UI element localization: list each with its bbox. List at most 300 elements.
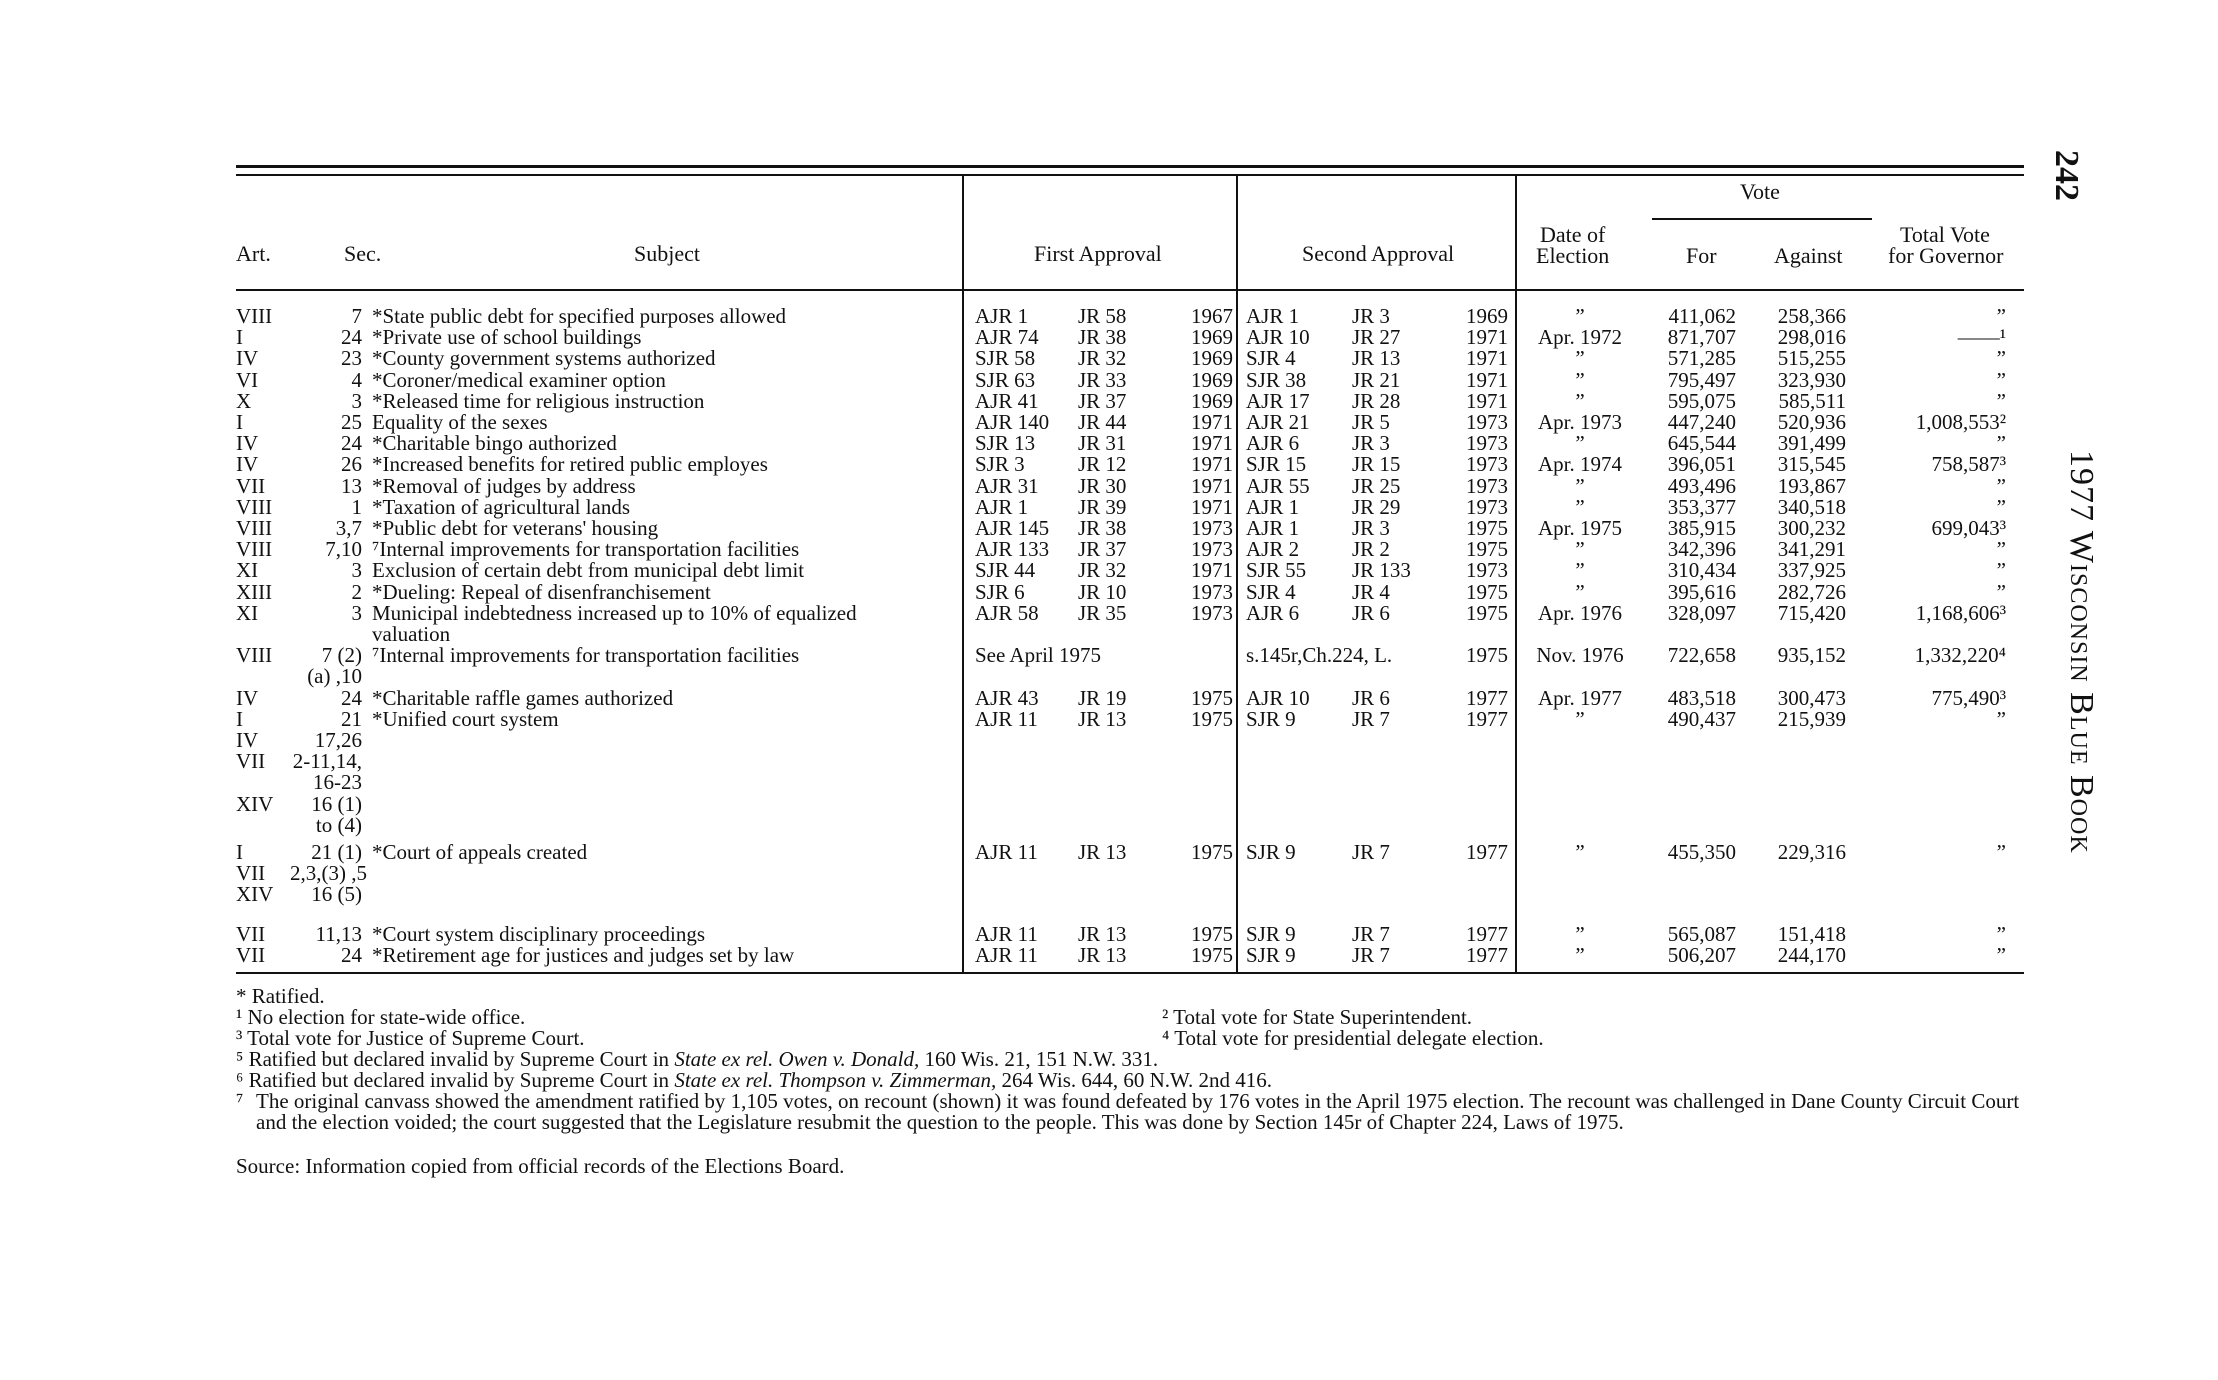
table-row (0, 327, 2218, 348)
cell-subject: *Court of appeals created (372, 840, 588, 864)
cell-first-bill: AJR 145 (975, 516, 1050, 540)
page-number: 242 (2048, 150, 2085, 201)
cell-second-jr: JR 29 (1352, 494, 1401, 519)
cell-against: 229,316 (1777, 840, 1846, 864)
cell-first-year: 1975 (1191, 685, 1233, 710)
table-row (0, 645, 2218, 666)
cell-second-jr: JR 5 (1352, 410, 1390, 434)
cell-for: 565,087 (1667, 921, 1736, 946)
cell-sec: 1 (351, 494, 362, 519)
cell-second-bill: AJR 17 (1246, 388, 1310, 413)
cell-first-jr: JR 13 (1078, 840, 1127, 864)
cell-art: VIII (236, 516, 273, 540)
cell-subject: ⁷Internal improvements for transportation facilities (372, 537, 800, 562)
cell-sec: 24 (341, 431, 362, 456)
cell-second-bill: AJR 6 (1246, 600, 1300, 625)
cell-first-year: 1973 (1191, 537, 1233, 562)
cell-governor: ” (1996, 304, 2006, 328)
cell-second-year: 1973 (1466, 410, 1508, 434)
cell-for: 795,497 (1667, 367, 1736, 392)
cell-first-year: 1969 (1191, 346, 1233, 371)
cell-sec: 2 (351, 579, 362, 604)
cell-date: Apr. 1972 (1538, 325, 1622, 350)
cell-subject: *Private use of school buildings (372, 325, 642, 350)
cell-sec: 3 (351, 600, 362, 625)
cell-first-year: 1973 (1191, 579, 1233, 604)
table-top-rule-2 (236, 174, 2024, 176)
cell-second-year: 1973 (1466, 473, 1508, 498)
footnote-5-prefix: ⁵ Ratified but declared invalid by Supreme Court in (236, 1047, 675, 1071)
cell-governor: 1,008,553² (1915, 410, 2006, 434)
cell-subject: Exclusion of certain debt from municipal debt limit (372, 558, 805, 583)
cell-second-jr: JR 7 (1352, 840, 1390, 864)
cell-against: 151,418 (1777, 921, 1846, 946)
cell-for: 493,496 (1667, 473, 1736, 498)
footnote-6 (236, 1070, 1272, 1091)
cell-for: 328,097 (1667, 600, 1736, 625)
table-row (0, 579, 2218, 604)
cell-governor: 699,043³ (1931, 516, 2006, 540)
cell-art: IV (236, 431, 259, 456)
cell-second-year: 1973 (1466, 494, 1508, 519)
cell-date: Apr. 1977 (1538, 685, 1622, 710)
cell-sec: 7,10 (325, 537, 362, 562)
cell-against: 215,939 (1777, 706, 1846, 731)
cell-date: ” (1575, 706, 1585, 731)
cell-second-year: 1977 (1466, 942, 1508, 967)
cell-first-jr: JR 58 (1078, 304, 1127, 328)
cell-first-jr: JR 31 (1078, 431, 1127, 456)
cell-art: VIII (236, 494, 273, 519)
cell-first-bill: SJR 13 (975, 431, 1036, 456)
header-second-approval: Second Approval (1302, 241, 1455, 266)
cell-governor: ” (1996, 346, 2006, 371)
cell-first-jr: JR 33 (1078, 367, 1127, 392)
cell-for: 722,658 (1667, 643, 1736, 668)
cell-second-bill: SJR 9 (1246, 706, 1296, 731)
cell-art: VI (236, 367, 259, 392)
table-row (0, 863, 2218, 884)
cell-sec: 24 (341, 942, 362, 967)
cell-sec: 3 (351, 558, 362, 583)
cell-date: ” (1575, 494, 1585, 519)
cell-for: 871,707 (1667, 325, 1736, 350)
cell-first-jr: JR 13 (1078, 942, 1127, 967)
header-date-of: Date of (1540, 222, 1606, 247)
cell-art: I (236, 840, 243, 864)
table-top-rule-1 (236, 165, 2024, 168)
cell-sec: (a) ,10 (307, 664, 362, 689)
header-subject: Subject (634, 241, 700, 266)
cell-first-jr: JR 38 (1078, 325, 1127, 350)
cell-second-year: 1975 (1466, 579, 1508, 604)
cell-against: 298,016 (1777, 325, 1846, 350)
cell-against: 520,936 (1777, 410, 1846, 434)
cell-first-jr: JR 13 (1078, 706, 1127, 731)
cell-for: 411,062 (1668, 304, 1736, 328)
cell-first-bill: AJR 11 (975, 942, 1038, 967)
footnote-6-case: State ex rel. Thompson v. Zimmerman, (674, 1068, 997, 1092)
cell-second-year: 1971 (1466, 325, 1508, 350)
cell-date: ” (1575, 304, 1585, 328)
cell-for: 595,075 (1667, 388, 1736, 413)
table-row (0, 494, 2218, 519)
cell-against: 193,867 (1777, 473, 1846, 498)
cell-first-year: 1971 (1191, 558, 1233, 583)
cell-art: IV (236, 685, 259, 710)
cell-subject: *Removal of judges by address (372, 473, 636, 498)
cell-first-year: 1969 (1191, 388, 1233, 413)
cell-first-bill: SJR 58 (975, 346, 1036, 371)
cell-first-jr: JR 44 (1078, 410, 1127, 434)
cell-first-bill: SJR 6 (975, 579, 1025, 604)
cell-date: ” (1575, 558, 1585, 583)
cell-against: 282,726 (1777, 579, 1846, 604)
cell-subject: *Taxation of agricultural lands (372, 494, 631, 519)
cell-art: I (236, 410, 243, 434)
cell-first-bill: AJR 1 (975, 494, 1029, 519)
cell-against: 341,291 (1777, 537, 1846, 562)
header-for-governor: for Governor (1888, 243, 2004, 268)
cell-art: VII (236, 921, 266, 946)
cell-sec: to (4) (315, 812, 362, 837)
cell-date: Apr. 1974 (1538, 452, 1622, 477)
table-row (0, 348, 2218, 369)
cell-first-jr: JR 32 (1078, 346, 1127, 371)
cell-second-bill: SJR 9 (1246, 840, 1296, 864)
cell-for: 342,396 (1667, 537, 1736, 562)
cell-first-bill: AJR 11 (975, 706, 1038, 731)
cell-sec: 4 (351, 367, 362, 392)
cell-date: ” (1575, 579, 1585, 604)
cell-second-bill: SJR 4 (1246, 346, 1296, 371)
cell-second-year: 1977 (1466, 921, 1508, 946)
cell-second-year: 1975 (1466, 600, 1508, 625)
cell-first-bill: AJR 31 (975, 473, 1039, 498)
table-row (0, 685, 2218, 710)
cell-subject: *Retirement age for justices and judges set by law (372, 942, 795, 967)
cell-first-year: 1971 (1191, 473, 1233, 498)
cell-art: I (236, 325, 243, 350)
footnote-ratified: * Ratified. (236, 984, 325, 1008)
cell-second-bill: SJR 9 (1246, 921, 1296, 946)
cell-sec: 21 (341, 706, 362, 731)
cell-date: ” (1575, 431, 1585, 456)
cell-art: I (236, 706, 243, 731)
cell-sec: 23 (341, 346, 362, 371)
cell-subject: *Released time for religious instruction (372, 388, 705, 413)
cell-second-bill: SJR 4 (1246, 579, 1296, 604)
cell-second-year: 1973 (1466, 452, 1508, 477)
cell-date: ” (1575, 537, 1585, 562)
cell-against: 244,170 (1777, 942, 1846, 967)
footnote-7-mark: ⁷ (236, 1089, 244, 1113)
cell-subject: *Charitable raffle games authorized (372, 685, 674, 710)
cell-first-year: 1967 (1191, 304, 1233, 328)
cell-second-jr: JR 4 (1352, 579, 1390, 604)
cell-subject: *Dueling: Repeal of disenfranchisement (372, 579, 711, 604)
table-row (0, 812, 2218, 837)
cell-second-jr: JR 13 (1352, 346, 1401, 371)
cell-date: Apr. 1976 (1538, 600, 1622, 625)
table-row (0, 772, 2218, 793)
table-row (0, 751, 2218, 772)
cell-governor: ” (1996, 840, 2006, 864)
cell-against: 340,518 (1777, 494, 1846, 519)
cell-second-year: 1975 (1466, 537, 1508, 562)
cell-second-bill: AJR 1 (1246, 494, 1300, 519)
cell-sec: 24 (341, 685, 362, 710)
cell-sec: 13 (341, 473, 362, 498)
cell-first-jr: JR 10 (1078, 579, 1127, 604)
cell-second-jr: JR 133 (1352, 558, 1411, 583)
cell-governor: ——¹ (1957, 325, 2006, 350)
cell-date: Apr. 1973 (1538, 410, 1622, 434)
cell-second-bill: s.145r,Ch.224, L. (1246, 643, 1393, 668)
cell-art: X (236, 388, 252, 413)
cell-second-jr: JR 3 (1352, 431, 1390, 456)
header-against: Against (1774, 243, 1843, 268)
cell-against: 315,545 (1777, 452, 1846, 477)
cell-sec: 16-23 (313, 770, 362, 795)
cell-sec: 21 (1) (311, 840, 362, 864)
cell-for: 396,051 (1667, 452, 1736, 477)
cell-art: IV (236, 346, 259, 371)
cell-for: 385,915 (1667, 516, 1736, 540)
cell-first-bill: AJR 11 (975, 840, 1038, 864)
header-first-approval: First Approval (1034, 241, 1162, 266)
table-row (0, 791, 2218, 816)
cell-art: VIII (236, 643, 273, 668)
header-art: Art. (236, 241, 271, 266)
cell-governor: ” (1996, 706, 2006, 731)
cell-date: Apr. 1975 (1538, 516, 1622, 540)
cell-first-bill: AJR 43 (975, 685, 1039, 710)
cell-subject: *County government systems authorized (372, 346, 716, 371)
table-bottom-rule (236, 972, 2024, 974)
footnote-3: ³ Total vote for Justice of Supreme Court. (236, 1026, 585, 1050)
cell-for: 455,350 (1667, 840, 1736, 864)
cell-sec: 11,13 (315, 921, 362, 946)
cell-first-year: 1973 (1191, 600, 1233, 625)
cell-first-year: 1975 (1191, 706, 1233, 731)
cell-date: ” (1575, 388, 1585, 413)
cell-first-bill: SJR 63 (975, 367, 1036, 392)
cell-against: 391,499 (1777, 431, 1846, 456)
cell-first-bill: SJR 44 (975, 558, 1036, 583)
table-row (0, 921, 2218, 946)
cell-governor: 758,587³ (1931, 452, 2006, 477)
cell-date: ” (1575, 942, 1585, 967)
cell-governor: ” (1996, 558, 2006, 583)
cell-sec: 2,3,(3) ,5 (290, 861, 367, 886)
cell-second-jr: JR 7 (1352, 921, 1390, 946)
cell-sec: 26 (341, 452, 362, 477)
cell-governor: ” (1996, 473, 2006, 498)
cell-governor: 775,490³ (1931, 685, 2006, 710)
header-for: For (1686, 243, 1717, 268)
cell-sec: 3,7 (335, 516, 362, 540)
cell-second-bill: AJR 6 (1246, 431, 1300, 456)
cell-for: 353,377 (1667, 494, 1736, 519)
cell-subject: *Public debt for veterans' housing (372, 516, 659, 540)
cell-for: 483,518 (1667, 685, 1736, 710)
cell-first-jr: JR 30 (1078, 473, 1127, 498)
cell-second-jr: JR 7 (1352, 942, 1390, 967)
cell-second-year: 1977 (1466, 706, 1508, 731)
cell-second-bill: SJR 9 (1246, 942, 1296, 967)
table-row (0, 412, 2218, 433)
cell-date: ” (1575, 367, 1585, 392)
cell-first-year: 1971 (1191, 452, 1233, 477)
header-bottom-rule (236, 289, 2024, 291)
cell-governor: 1,168,606³ (1915, 600, 2006, 625)
cell-second-year: 1975 (1466, 516, 1508, 540)
cell-sec: 16 (5) (311, 882, 362, 907)
table-row (0, 388, 2218, 413)
cell-for: 490,437 (1667, 706, 1736, 731)
cell-first-bill: AJR 58 (975, 600, 1039, 625)
cell-first-year: 1975 (1191, 942, 1233, 967)
cell-first-jr: JR 32 (1078, 558, 1127, 583)
cell-second-year: 1977 (1466, 685, 1508, 710)
cell-against: 515,255 (1777, 346, 1846, 371)
cell-first-year: 1975 (1191, 921, 1233, 946)
cell-first-jr: JR 12 (1078, 452, 1127, 477)
cell-second-jr: JR 6 (1352, 600, 1390, 625)
cell-against: 300,473 (1777, 685, 1846, 710)
cell-first-bill: AJR 140 (975, 410, 1050, 434)
cell-subject: *Increased benefits for retired public employes (372, 452, 768, 477)
table-row (0, 539, 2218, 560)
cell-governor: ” (1996, 494, 2006, 519)
table-row (0, 942, 2218, 967)
table-row (0, 730, 2218, 751)
cell-second-year: 1969 (1466, 304, 1508, 328)
cell-second-jr: JR 7 (1352, 706, 1390, 731)
cell-first-jr: JR 13 (1078, 921, 1127, 946)
cell-subject: Municipal indebtedness increased up to 10% of equalized (372, 600, 857, 625)
cell-second-year: 1971 (1466, 367, 1508, 392)
cell-art: XI (236, 600, 259, 625)
cell-date: Nov. 1976 (1536, 643, 1624, 668)
cell-first-year: 1969 (1191, 367, 1233, 392)
cell-subject: *Unified court system (372, 706, 559, 731)
cell-first-jr: JR 19 (1078, 685, 1127, 710)
cell-sec: 3 (351, 388, 362, 413)
cell-second-bill: SJR 15 (1246, 452, 1307, 477)
cell-first-jr: JR 37 (1078, 388, 1127, 413)
footnote-5 (236, 1049, 1158, 1070)
cell-art: IV (236, 728, 259, 752)
cell-second-year: 1973 (1466, 558, 1508, 583)
cell-for: 506,207 (1667, 942, 1736, 967)
cell-subject: *Charitable bingo authorized (372, 431, 617, 456)
cell-second-jr: JR 27 (1352, 325, 1401, 350)
footnote-4: ⁴ Total vote for presidential delegate election. (1162, 1026, 1544, 1050)
table-row (0, 884, 2218, 905)
cell-second-year: 1973 (1466, 431, 1508, 456)
cell-for: 395,616 (1667, 579, 1736, 604)
cell-art: VII (236, 473, 266, 498)
cell-first-year: 1971 (1191, 494, 1233, 519)
cell-subject: ⁷Internal improvements for transportation facilities (372, 643, 800, 668)
table-row (0, 306, 2218, 327)
cell-first-bill: AJR 11 (975, 921, 1038, 946)
cell-first-jr: JR 39 (1078, 494, 1127, 519)
cell-sec: 24 (341, 325, 362, 350)
table-row (0, 473, 2218, 498)
cell-for: 571,285 (1667, 346, 1736, 371)
cell-second-jr: JR 3 (1352, 304, 1390, 328)
cell-governor: ” (1996, 942, 2006, 967)
running-title-text: 1977 Wisconsin Blue Book (2063, 450, 2100, 854)
header-election: Election (1536, 243, 1610, 268)
cell-second-year: 1977 (1466, 840, 1508, 864)
source-note: Source: Information copied from official records of the Elections Board. (236, 1154, 845, 1178)
header-vote: Vote (1740, 179, 1780, 204)
footnote-5-case: State ex rel. Owen v. Donald, (674, 1047, 920, 1071)
cell-for: 645,544 (1667, 431, 1736, 456)
table-row (0, 454, 2218, 475)
cell-second-bill: AJR 1 (1246, 516, 1300, 540)
cell-sec: 7 (2) (321, 643, 362, 668)
cell-date: ” (1575, 840, 1585, 864)
cell-second-year: 1971 (1466, 346, 1508, 371)
table-row (0, 367, 2218, 392)
cell-art: VII (236, 749, 266, 774)
cell-art: XIV (236, 882, 274, 907)
cell-against: 935,152 (1777, 643, 1846, 668)
cell-second-bill: AJR 10 (1246, 685, 1310, 710)
cell-against: 323,930 (1777, 367, 1846, 392)
footnote-2: ² Total vote for State Superintendent. (1162, 1005, 1473, 1029)
cell-subject: *State public debt for specified purposes allowed (372, 304, 787, 328)
cell-second-bill: AJR 1 (1246, 304, 1300, 328)
cell-for: 310,434 (1667, 558, 1736, 583)
cell-governor: ” (1996, 367, 2006, 392)
cell-subject: Equality of the sexes (372, 410, 548, 434)
cell-second-year: 1975 (1466, 643, 1508, 668)
cell-against: 715,420 (1777, 600, 1846, 625)
table-row (0, 600, 2218, 625)
cell-governor: ” (1996, 537, 2006, 562)
footnote-7: The original canvass showed the amendment ratified by 1,105 votes, on recount (shown) it was found defeated by 176 votes in the April 1975 election. The recount was challenged in Dane County Circuit Court and the election voided; the court suggested that the Legislature resubmit the question to the people. This was done by Section 145r of Chapter 224, Laws of 1975. (256, 1089, 2020, 1134)
cell-subject: valuation (372, 622, 451, 646)
cell-governor: ” (1996, 921, 2006, 946)
cell-governor: ” (1996, 388, 2006, 413)
vote-underline (1652, 218, 1872, 220)
cell-for: 447,240 (1667, 410, 1736, 434)
cell-second-bill: AJR 2 (1246, 537, 1300, 562)
cell-sec: 17,26 (314, 728, 362, 752)
cell-sec: 2-11,14, (292, 749, 362, 774)
cell-first-year: 1971 (1191, 410, 1233, 434)
cell-governor: 1,332,220⁴ (1914, 643, 2006, 668)
cell-governor: ” (1996, 431, 2006, 456)
table-row (0, 624, 2218, 645)
cell-against: 300,232 (1777, 516, 1846, 540)
cell-art: VIII (236, 304, 273, 328)
cell-against: 337,925 (1777, 558, 1846, 583)
cell-first-jr: JR 35 (1078, 600, 1127, 625)
cell-art: VII (236, 861, 266, 886)
cell-first-year: 1973 (1191, 516, 1233, 540)
cell-first-bill: AJR 1 (975, 304, 1029, 328)
header-sec: Sec. (344, 241, 382, 266)
cell-second-jr: JR 2 (1352, 537, 1390, 562)
table-row (0, 666, 2218, 687)
